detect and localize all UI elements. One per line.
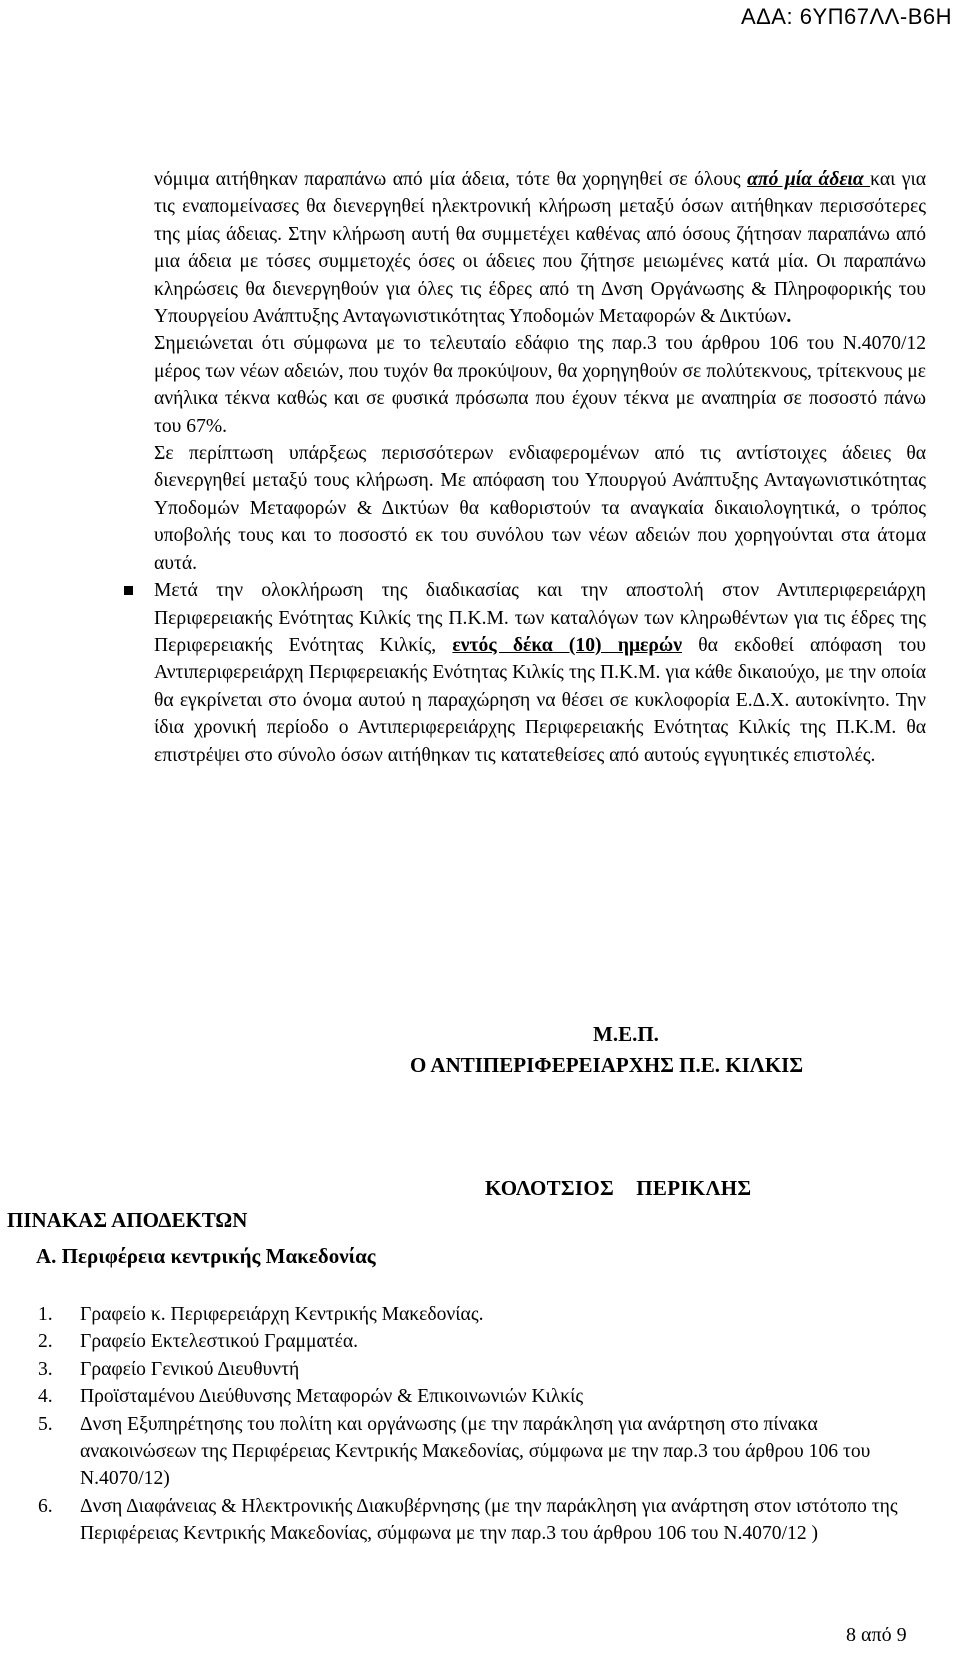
list-item <box>38 1383 938 1410</box>
recipients-list <box>38 1301 938 1548</box>
paragraph-end: . <box>786 306 792 328</box>
signatory-name: ΚΟΛΟΤΣΙΟΣ ΠΕΡΙΚΛΗΣ <box>485 1176 752 1200</box>
page-number: 8 από 9 <box>846 1624 907 1646</box>
ada-code: ΑΔΑ: 6ΥΠ67ΛΛ-Β6Η <box>740 4 952 29</box>
square-bullet-icon <box>124 586 133 595</box>
list-text: Προϊσταμένου Διεύθυνσης Μεταφορών & Επικοινωνιών Κιλκίς <box>80 1386 584 1408</box>
paragraph-excess-interest: Σε περίπτωση υπάρξεως περισσότερων ενδιαφερομένων από τις αντίστοιχες άδειες θα διενεργηθεί μεταξύ τους κλήρωση. Με απόφαση του Υπουργού Ανάπτυξης Ανταγωνιστικότητας Υποδομών Μεταφορών & Δικτύων θα καθοριστούν τα αναγκαία δικαιολογητικά, ο τρόπος υποβολής τους και το ποσοστό εκ του συνόλου των νέων αδειών που χορηγούνται στα άτομα αυτά. <box>154 443 926 574</box>
list-item <box>38 1411 938 1493</box>
list-number: 5. <box>38 1413 53 1435</box>
bullet-text: θα εκδοθεί απόφαση του Αντιπεριφερειάρχη Περιφερειακής Ενότητας Κιλκίς της Π.Κ.Μ. για κάθε δικαιούχο, με την οποία θα εγκρίνεται στο όνομα αυτού η παραχώρηση να θέσει σε κυκλοφορία Ε.Δ.Χ. αυτοκίνητο. Την ίδια χρονική περίοδο ο Αντιπεριφερειάρχης Περιφερειακής Ενότητας Κιλκίς της Π.Κ.Μ. θα επιστρέψει στο σύνολο όσων αιτήθηκαν τις κατατεθείσες από αυτούς εγγυητικές επιστολές. <box>154 634 926 766</box>
bullet-text: Μετά την ολοκλήρωση της διαδικασίας και την αποστολή στον Αντιπεριφερειάρχη Περιφερειακής Ενότητας Κιλκίς της Π.Κ.Μ. των καταλόγων των κληρωθέντων για τις έδρες της Περιφερειακής Ενότητας Κιλκίς, <box>154 580 926 656</box>
document-body <box>154 166 926 769</box>
recipients-title: ΠΙΝΑΚΑΣ ΑΠΟΔΕΚΤΩΝ <box>7 1208 248 1232</box>
list-text: Δνση Εξυπηρέτησης του πολίτη και οργάνωσης (με την παράκληση για ανάρτηση στο πίνακα ανακοινώσεων της Περιφέρειας Κεντρικής Μακεδονίας, σύμφωνα με την παρ.3 του άρθρου 106 του Ν.4070/12) <box>80 1413 871 1490</box>
list-number: 3. <box>38 1358 53 1380</box>
list-item <box>38 1493 938 1548</box>
list-number: 4. <box>38 1386 53 1408</box>
emphasis-ten-days: εντός δέκα (10) ημερών <box>452 634 682 656</box>
recipients-subtitle: Α. Περιφέρεια κεντρικής Μακεδονίας <box>36 1244 376 1268</box>
list-item <box>38 1328 938 1355</box>
signature-title: Ο ΑΝΤΙΠΕΡΙΦΕΡΕΙΑΡΧΗΣ Π.Ε. ΚΙΛΚΙΣ <box>410 1053 804 1077</box>
paragraph-lottery <box>154 166 926 330</box>
list-item <box>38 1356 938 1383</box>
paragraph-large-families: Σημειώνεται ότι σύμφωνα με το τελευταίο εδάφιο της παρ.3 του άρθρου 106 του Ν.4070/12 μέρος των νέων αδειών, που τυχόν θα προκύψουν, θα χορηγηθούν σε πολύτεκνους, τρίτεκνους με ανήλικα τέκνα καθώς και σε φυσικά πρόσωπα που έχουν τέκνα με αναπηρία σε ποσοστό πάνω του 67%. <box>154 333 926 437</box>
list-text: Δνση Διαφάνειας & Ηλεκτρονικής Διακυβέρνησης (με την παράκληση για ανάρτηση στον ιστότοπο της Περιφέρειας Κεντρικής Μακεδονίας, σύμφωνα με την παρ.3 του άρθρου 106 του Ν.4070/12 ) <box>80 1495 898 1545</box>
list-number: 2. <box>38 1331 53 1353</box>
list-text: Γραφείο κ. Περιφερειάρχη Κεντρικής Μακεδονίας. <box>80 1304 484 1325</box>
signature-line-1: Μ.Ε.Π. <box>593 1022 659 1046</box>
emphasis-one-license: από μία άδεια <box>747 169 871 190</box>
list-item <box>38 1301 938 1328</box>
list-number: 1. <box>38 1304 53 1325</box>
list-number: 6. <box>38 1495 53 1517</box>
list-text: Γραφείο Εκτελεστικού Γραμματέα. <box>80 1331 359 1353</box>
list-text: Γραφείο Γενικού Διευθυντή <box>80 1358 300 1380</box>
paragraph-text: νόμιμα αιτήθηκαν παραπάνω από μία άδεια, τότε θα χορηγηθεί σε όλους <box>154 169 748 190</box>
paragraph-text: και για τις εναπομείνασες θα διενεργηθεί ηλεκτρονική κλήρωση μεταξύ όσων αιτήθηκαν περισσότερες της μίας άδειας. Στην κλήρωση αυτή θα συμμετέχει καθένας από όσους ζήτησαν παραπάνω από μια άδεια με τόσες συμμετοχές όσες οι άδειες που ζήτησε μειωμένες κατά μία. Οι παραπάνω κληρώσεις θα διενεργηθούν για όλες τις έδρες από τη Δνση Οργάνωσης & Πληροφορικής του Υπουργείου Ανάπτυξης Ανταγωνιστικότητας Υποδομών Μεταφορών & Δικτύων <box>154 169 926 328</box>
bullet-paragraph <box>154 577 926 769</box>
